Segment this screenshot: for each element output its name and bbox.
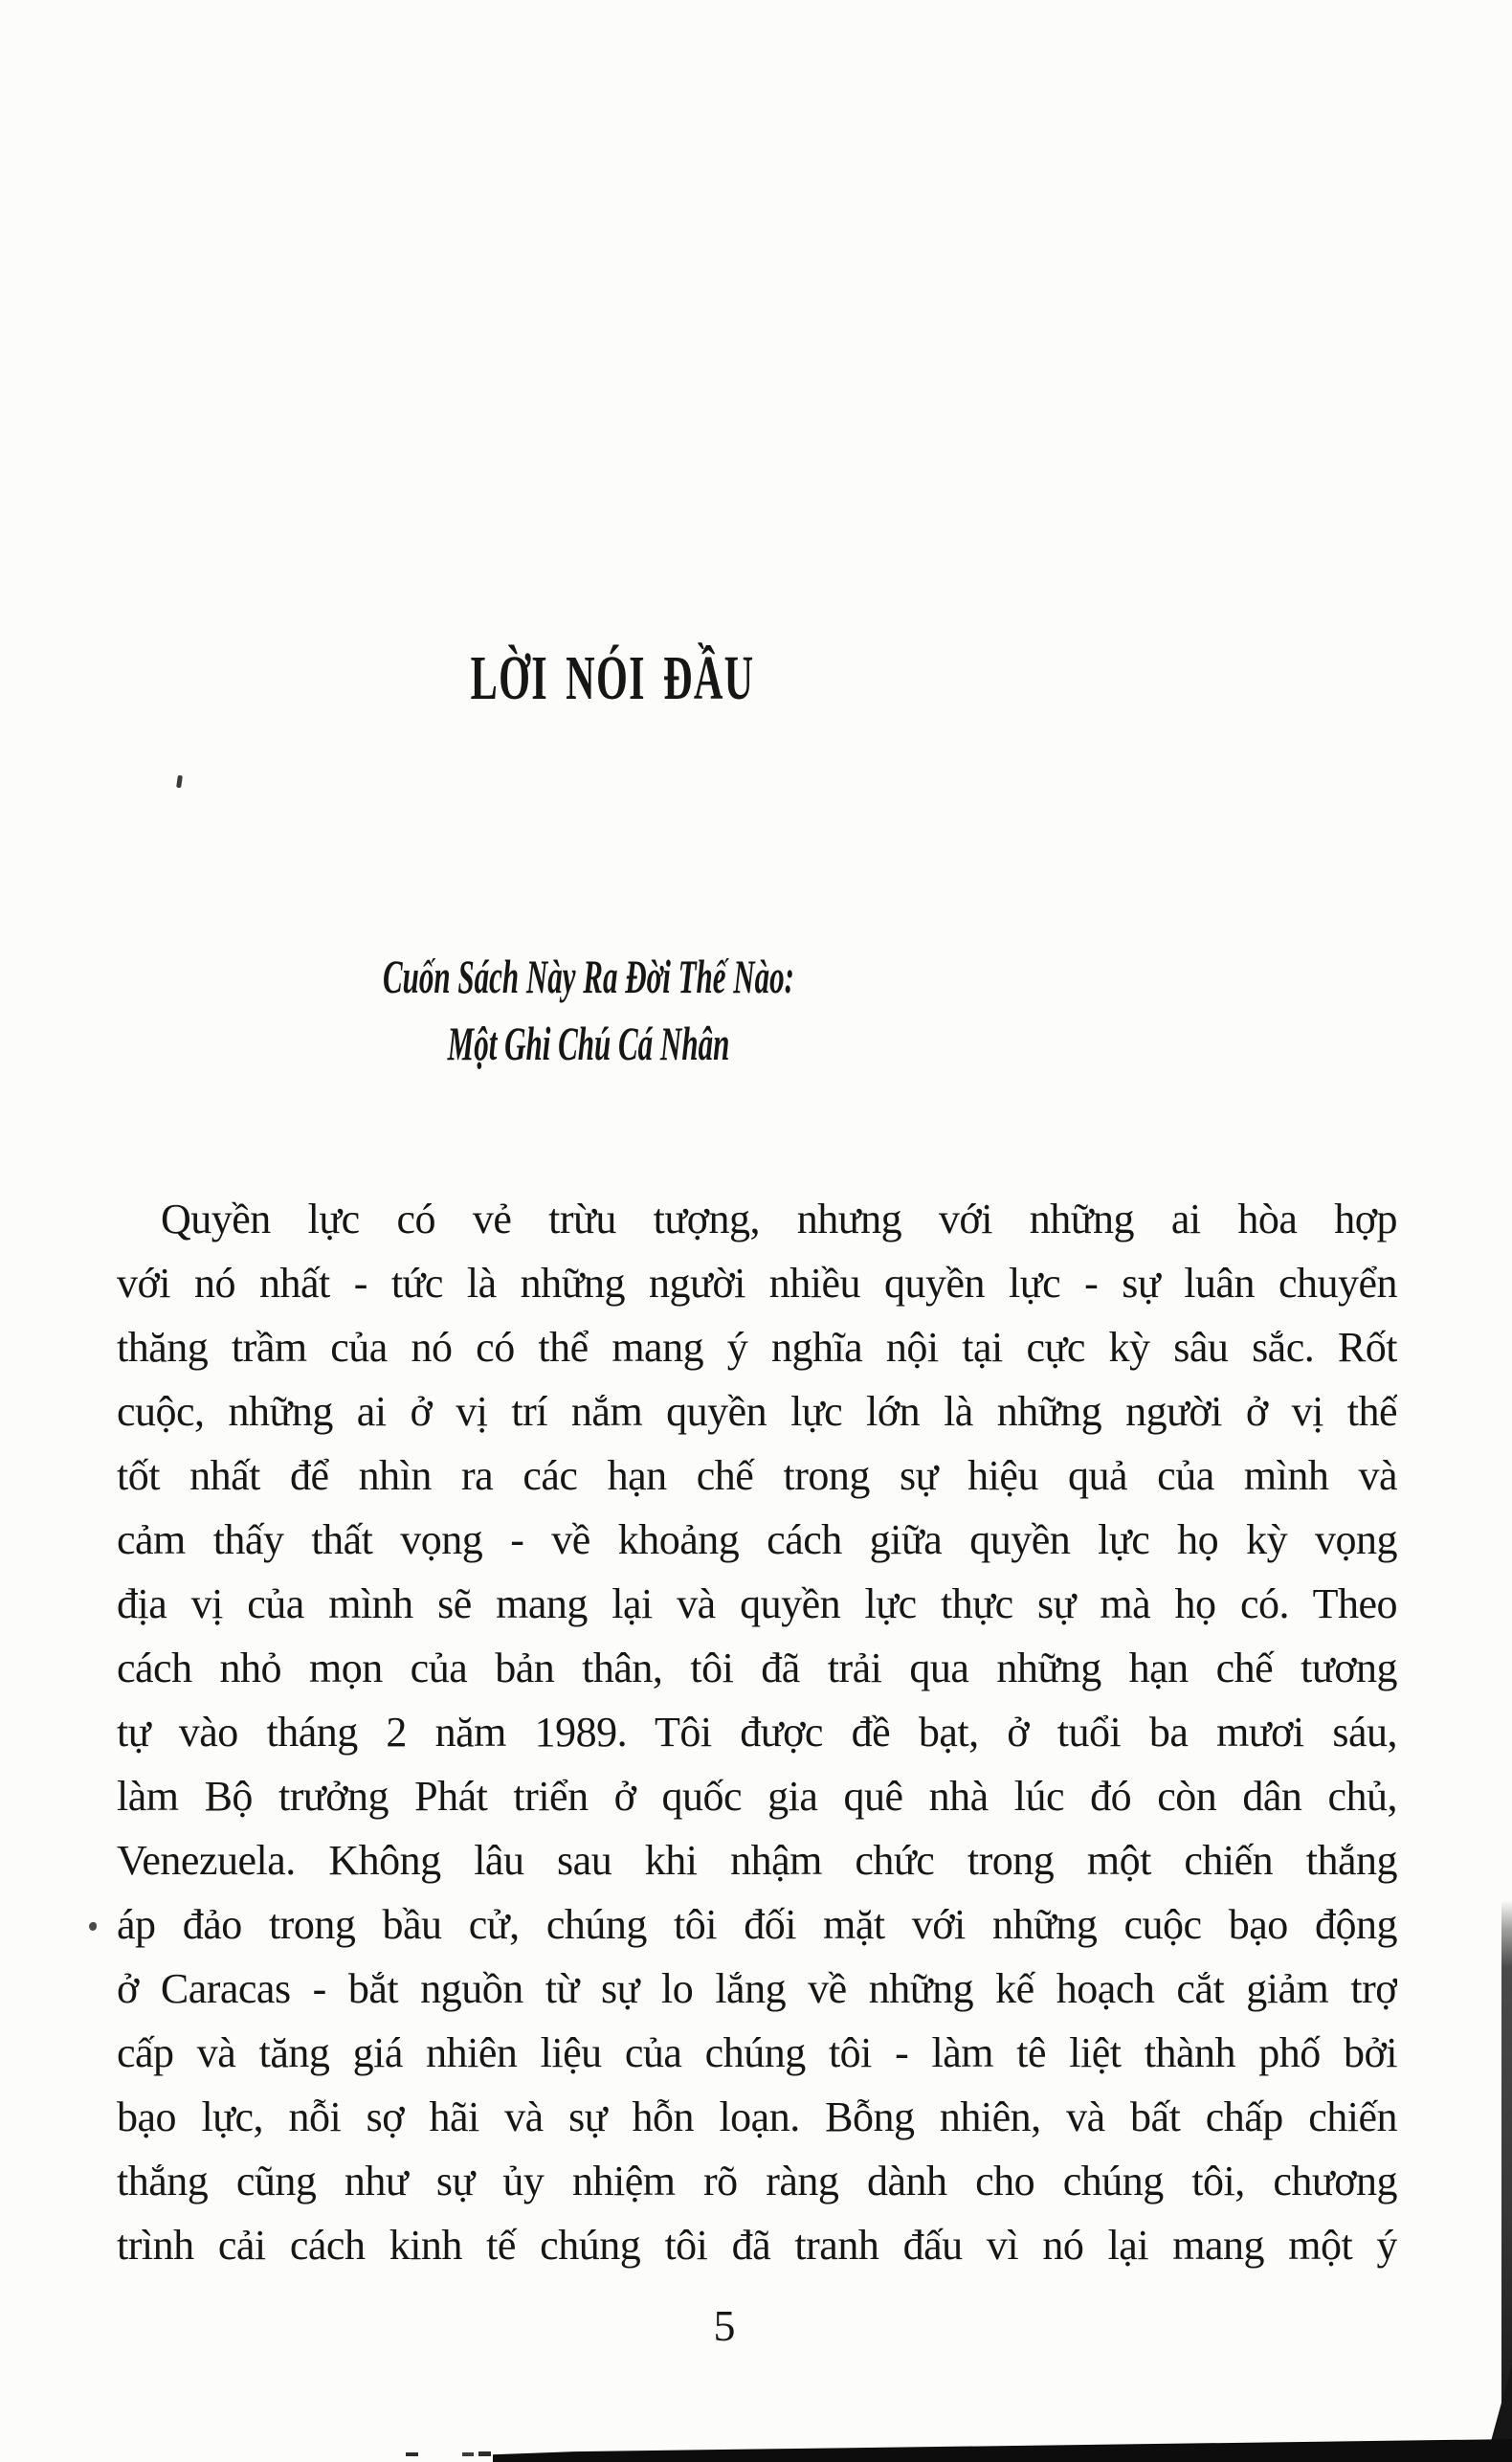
paragraph-line: Venezuela. Không lâu sau khi nhậm chức trong một chiến thắng — [117, 1837, 1397, 1884]
paragraph-line: thăng trầm của nó có thể mang ý nghĩa nội tại cực kỳ sâu sắc. Rốt — [117, 1324, 1397, 1371]
paragraph-line: địa vị của mình sẽ mang lại và quyền lực thực sự mà họ có. Theo — [117, 1580, 1397, 1627]
paragraph-line: áp đảo trong bầu cử, chúng tôi đối mặt với những cuộc bạo động — [117, 1901, 1397, 1948]
paragraph-line: cách nhỏ mọn của bản thân, tôi đã trải qua những hạn chế tương — [117, 1645, 1397, 1691]
page-number: 5 — [713, 2301, 736, 2350]
page-edge-shadow-bottom — [493, 2437, 1512, 2462]
scan-dash — [462, 2452, 474, 2456]
scan-dash — [478, 2451, 491, 2456]
paragraph-line: Quyền lực có vẻ trừu tượng, nhưng với những ai hòa hợp — [161, 1196, 1397, 1242]
subtitle-line-1: Cuốn Sách Này Ra Đời Thế Nào: — [382, 950, 795, 1003]
paragraph-line: tốt nhất để nhìn ra các hạn chế trong sự hiệu quả của mình và — [117, 1452, 1397, 1499]
paragraph-line: cấp và tăng giá nhiên liệu của chúng tôi - làm tê liệt thành phố bởi — [117, 2029, 1397, 2076]
chapter-subtitle — [224, 943, 954, 1077]
paragraph-line: cuộc, những ai ở vị trí nắm quyền lực lớn là những người ở vị thế — [117, 1388, 1397, 1435]
paragraph-line: bạo lực, nỗi sợ hãi và sự hỗn loạn. Bỗng nhiên, và bất chấp chiến — [117, 2093, 1397, 2140]
page-title: LỜI NÓI ĐẦU — [470, 643, 755, 713]
paragraph-line: làm Bộ trưởng Phát triển ở quốc gia quê nhà lúc đó còn dân chủ, — [117, 1773, 1397, 1820]
paragraph-line: ở Caracas - bắt nguồn từ sự lo lắng về những kế hoạch cắt giảm trợ — [117, 1965, 1397, 2012]
paragraph — [117, 1187, 1397, 2277]
paragraph-line: trình cải cách kinh tế chúng tôi đã tranh đấu vì nó lại mang một ý — [117, 2222, 1397, 2269]
scan-speck — [176, 775, 183, 789]
paragraph-line: tự vào tháng 2 năm 1989. Tôi được đề bạt, ở tuổi ba mươi sáu, — [117, 1709, 1397, 1756]
paragraph-line: thắng cũng như sự ủy nhiệm rõ ràng dành cho chúng tôi, chương — [117, 2158, 1397, 2205]
paragraph-line: cảm thấy thất vọng - về khoảng cách giữa quyền lực họ kỳ vọng — [117, 1516, 1397, 1563]
subtitle-line-2: Một Ghi Chú Cá Nhân — [447, 1017, 730, 1070]
scan-speck — [89, 1922, 97, 1931]
scan-dash — [406, 2452, 418, 2456]
paragraph-line: với nó nhất - tức là những người nhiều quyền lực - sự luân chuyển — [117, 1260, 1397, 1307]
